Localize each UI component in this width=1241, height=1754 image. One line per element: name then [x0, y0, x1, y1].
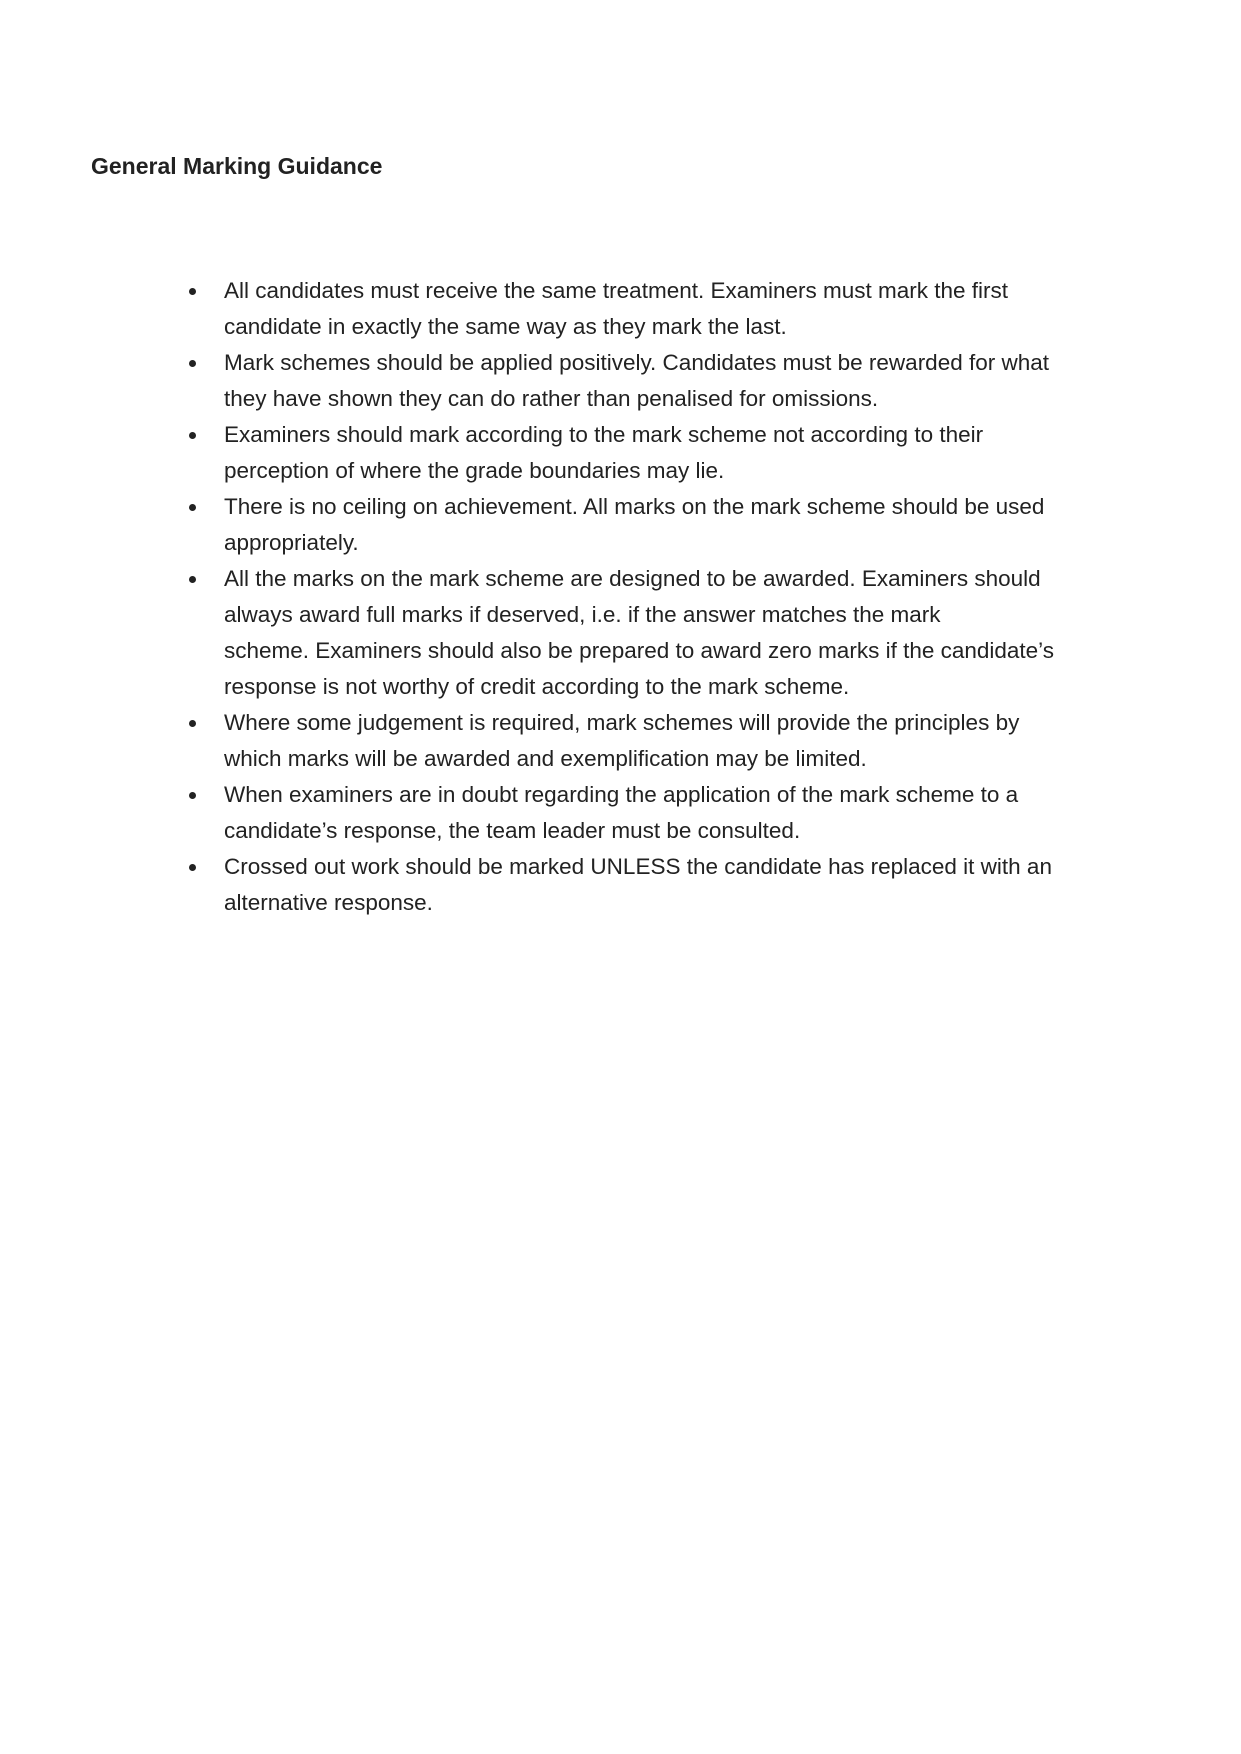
guidance-list — [180, 273, 1120, 921]
bullet-icon — [189, 576, 196, 583]
item-text-line: Examiners should mark according to the mark scheme not according to their — [224, 422, 984, 447]
item-text-line: When examiners are in doubt regarding the application of the mark scheme to a — [224, 782, 1019, 807]
bullet-icon — [189, 720, 196, 727]
bullet-icon — [189, 504, 196, 511]
list-item — [180, 417, 1120, 489]
item-text-line: There is no ceiling on achievement. All marks on the mark scheme should be used — [224, 494, 1045, 519]
item-text-line: which marks will be awarded and exemplification may be limited. — [224, 746, 867, 771]
item-text-line: they have shown they can do rather than penalised for omissions. — [224, 386, 879, 411]
item-text-line: always award full marks if deserved, i.e. if the answer matches the mark — [224, 602, 941, 627]
bullet-icon — [189, 360, 196, 367]
item-text-line: All candidates must receive the same treatment. Examiners must mark the first — [224, 278, 1009, 303]
item-text-line: response is not worthy of credit according to the mark scheme. — [224, 674, 850, 699]
list-item — [180, 777, 1120, 849]
list-item — [180, 273, 1120, 345]
item-text-line: Crossed out work should be marked UNLESS the candidate has replaced it with an — [224, 854, 1052, 879]
item-text-line: Where some judgement is required, mark schemes will provide the principles by — [224, 710, 1020, 735]
bullet-icon — [189, 432, 196, 439]
item-text-line: alternative response. — [224, 890, 433, 915]
list-item — [180, 489, 1120, 561]
list-item — [180, 705, 1120, 777]
bullet-icon — [189, 864, 196, 871]
list-item — [180, 561, 1120, 705]
list-item — [180, 849, 1120, 921]
item-text-line: appropriately. — [224, 530, 359, 555]
item-text-line: perception of where the grade boundaries may lie. — [224, 458, 725, 483]
item-text-line: scheme. Examiners should also be prepared to award zero marks if the candidate’s — [224, 638, 1055, 663]
bullet-icon — [189, 792, 196, 799]
list-item — [180, 345, 1120, 417]
item-text-line: candidate in exactly the same way as they mark the last. — [224, 314, 787, 339]
page-title: General Marking Guidance — [91, 153, 383, 179]
item-text-line: candidate’s response, the team leader must be consulted. — [224, 818, 801, 843]
item-text-line: All the marks on the mark scheme are designed to be awarded. Examiners should — [224, 566, 1041, 591]
item-text-line: Mark schemes should be applied positively. Candidates must be rewarded for what — [224, 350, 1050, 375]
bullet-icon — [189, 288, 196, 295]
